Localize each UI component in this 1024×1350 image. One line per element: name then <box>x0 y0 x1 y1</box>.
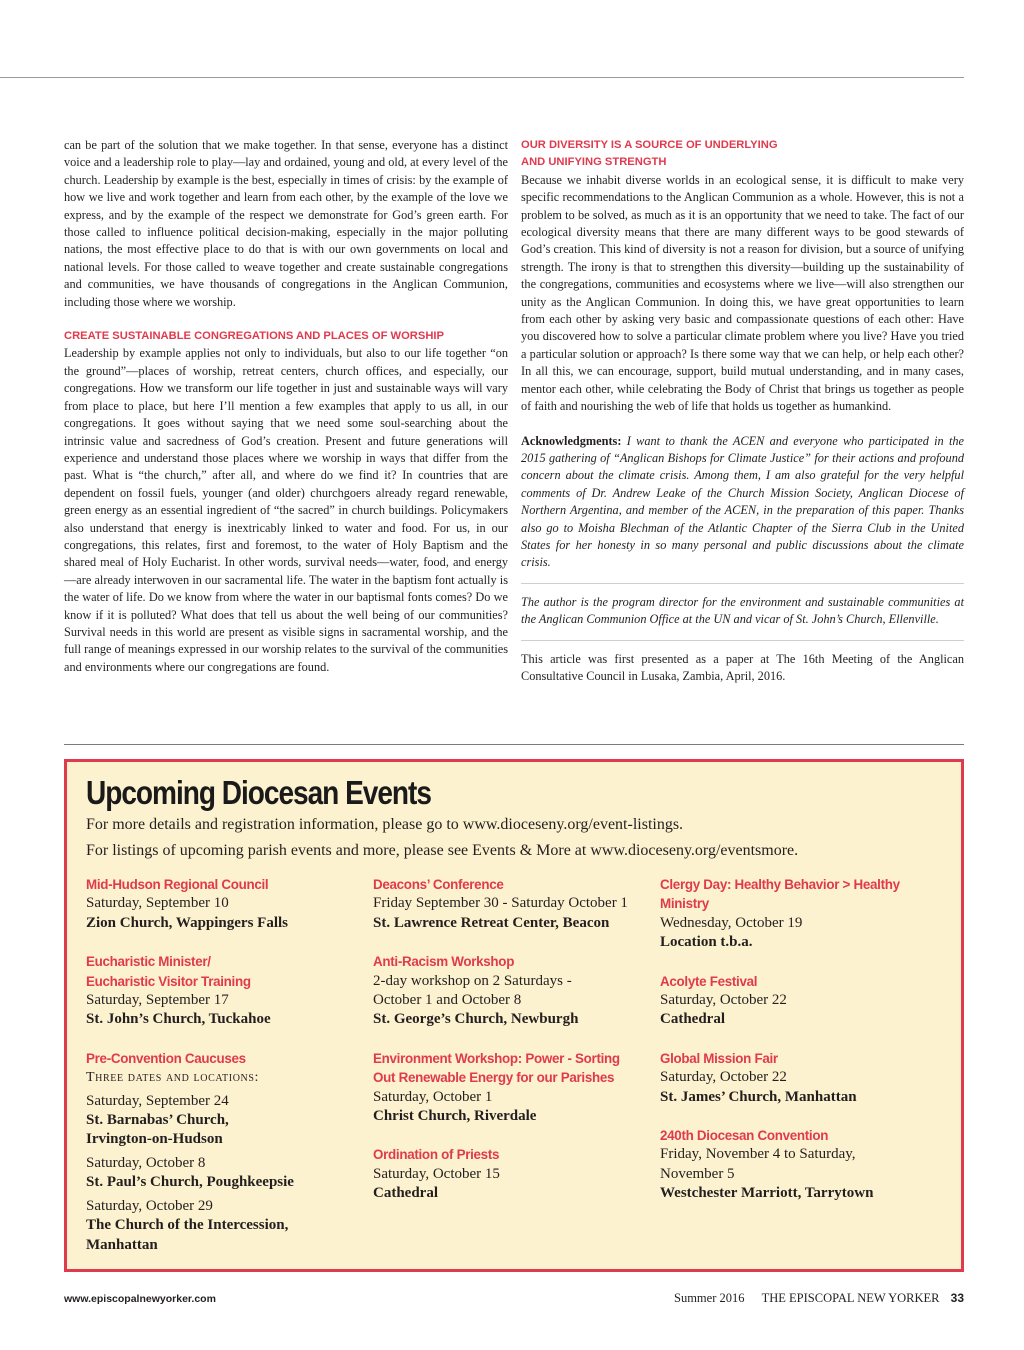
event-date: Saturday, September 24 <box>86 1092 229 1109</box>
event-date: Saturday, September 17 <box>86 992 229 1009</box>
article-right-column <box>521 137 964 685</box>
footer-website: www.episcopalnewyorker.com <box>64 1293 216 1305</box>
event-date: Saturday, October 22 <box>660 1069 787 1086</box>
section-heading-diversity-line1: OUR DIVERSITY IS A SOURCE OF UNDERLYING <box>521 139 778 151</box>
event-item <box>86 875 366 933</box>
acknowledgments-paragraph <box>521 433 964 572</box>
event-title: Mid-Hudson Regional Council <box>86 877 269 892</box>
event-location: Cathedral <box>660 1011 725 1028</box>
presented-note: This article was first presented as a paper at The 16th Meeting of the Anglican Consultative Council in Lusaka, Zambia, April, 2016. <box>521 651 964 683</box>
events-title: Upcoming Diocesan Events <box>86 774 431 811</box>
event-location: Christ Church, Riverdale <box>373 1108 537 1125</box>
event-note: Three dates and locations: <box>86 1070 259 1086</box>
sustainable-congregations-paragraph: Leadership by example applies not only to individuals, but also to our life together “on the ground”—places of worship, retreat centers, church offices, and especially, our congregations. How we transform our life together in just and sustainable ways will vary from place to place, but here I’ll mention a few examples that apply to us all, in our congregations. It goes without saying that we need some soul-searching about the intrinsic value and sacredness of God’s creation. Present and future generations will experience and understand those places where we worship in ways that differ from the past. What is “the church,” after all, and where do we find it? In countries that are dependent on fossil fuels, younger (and older) churchgoers already regard renewable, green energy as an essential ingredient of “the sacred” in church buildings. Policymakers also understand that energy is inextricably linked to water and food. For us, in our congregations, this relates, first and foremost, to the water of Holy Baptism and the shared meal of Holy Eucharist. In other words, survival needs—water, food, and energy—are already interwoven in our sacramental life. The water in the baptism font actually is the water of life. Do we know from where the water in our baptismal fonts comes? Do we know if it is polluted? What does that tell us about the well being of our communities? Survival needs in this world are present as visible signs in sacramental worship, and the full range of meanings expressed in our worship relates to the survival of the communities and environments where our congregations are found. <box>64 346 508 674</box>
event-location: Westchester Marriott, Tarrytown <box>660 1185 874 1202</box>
event-title: Eucharistic Minister/ <box>86 954 211 970</box>
author-divider <box>521 583 964 584</box>
author-note: The author is the program director for the environment and sustainable communities at the Anglican Communion Office at the UN and vicar of St. John’s Church, Ellenville. <box>521 594 964 627</box>
events-column-3 <box>660 875 940 1223</box>
article-left-column <box>64 137 508 676</box>
event-title: Deacons’ Conference <box>373 877 504 892</box>
event-title: 240th Diocesan Convention <box>660 1128 829 1144</box>
section-heading-diversity-line2: AND UNIFYING STRENGTH <box>521 156 667 169</box>
events-column-2 <box>373 875 653 1223</box>
event-item <box>373 952 653 1030</box>
acknowledgments-label: Acknowledgments: <box>521 433 622 448</box>
footer-publication: THE EPISCOPAL NEW YORKER <box>761 1291 940 1305</box>
top-divider <box>0 77 964 78</box>
event-date: Saturday, October 15 <box>373 1165 500 1182</box>
diversity-paragraph: Because we inhabit diverse worlds in an ecological sense, it is difficult to make very specific recommendations to the Anglican Communion as a whole. However, this is not a problem to be solved, as much as it is an opportunity that we need to take. The fact of our ecological diversity means that there are many different ways to be good stewards of God’s creation. This kind of diversity is not a reason for division, but a source of unifying strength. The irony is that to strengthen this diversity—building up the sustainability of the congregations, communities and ecosystems where we live—will also strengthen our unity as the Anglican Communion. In doing this, we have great opportunities to learn from each other by asking very basic and compassionate questions of each other: Have you discovered how to solve a particular climate problem where you live? Have you tried a particular solution or approach? Is there some way that we can help, or help each other? In all this, we can encourage, support, build mutual understanding, and in many cases, mentor each other, while celebrating the Body of Christ that brings us together as people of faith and nourishing the web of life that holds us together as humankind. <box>521 172 964 414</box>
acknowledgments-text: I want to thank the ACEN and everyone who participated in the 2015 gathering of “Anglican Bishops for Climate Justice” for their actions and profound concern about the climate crisis. Among them, I am also grateful for the very helpful comments of Dr. Andrew Leake of the Church Mission Society, Anglican Diocese of Northern Argentina, and member of the ACEN, in the preparation of this paper. Thanks also go to Moisha Blechman of the Atlantic Chapter of the Sierra Club in the United States for her honesty in so many personal and public discussions about the climate crisis. <box>521 433 965 570</box>
event-title: Anti-Racism Workshop <box>373 954 515 970</box>
event-item <box>373 1049 653 1127</box>
upcoming-events-box <box>64 759 964 1272</box>
event-location: St. Paul’s Church, Poughkeepsie <box>86 1174 294 1191</box>
event-location: Irvington-on-Hudson <box>86 1131 223 1148</box>
event-location: Cathedral <box>373 1185 438 1202</box>
event-date: November 5 <box>660 1165 735 1182</box>
event-date: Wednesday, October 19 <box>660 914 803 931</box>
event-date: Friday September 30 - Saturday October 1 <box>373 895 628 912</box>
event-location: St. Lawrence Retreat Center, Beacon <box>373 914 610 931</box>
event-location: St. George’s Church, Newburgh <box>373 1011 579 1028</box>
footer-issue-info <box>674 1291 964 1306</box>
event-title: Eucharistic Visitor Training <box>86 973 251 989</box>
event-location: The Church of the Intercession, <box>86 1217 289 1234</box>
events-subtitle-parish: For listings of upcoming parish events and more, please see Events & More at www.dioceseny.org/eventsmore. <box>86 842 799 859</box>
event-date: Saturday, October 22 <box>660 992 787 1009</box>
page-number: 33 <box>950 1291 964 1305</box>
events-column-1 <box>86 875 366 1274</box>
event-item <box>660 1126 940 1204</box>
intro-paragraph: can be part of the solution that we make together. In that sense, everyone has a distinct voice and a leadership role to play—lay and ordained, young and old, at every level of the church. Leadership by example is the best, especially in times of crisis: by the example of how we live and work together and learn from each other, by the example of the love we express, and by the example of the respect we demonstrate for God’s green earth. For those called to influence political decision-making, especially in the major polluting nations, the most effective place to do that is with our own governments on local and national levels. For those called to weave together and create sustainable congregations and communities, we have thousands of congregations in the Anglican Communion, including those where we worship. <box>64 138 508 309</box>
event-date: Saturday, October 1 <box>373 1088 493 1105</box>
events-subtitle-details: For more details and registration information, please go to www.dioceseny.org/event-listings. <box>86 816 684 833</box>
event-item <box>660 1049 940 1107</box>
section-heading-diversity <box>521 137 964 172</box>
event-item <box>373 875 653 933</box>
section-heading-sustainable-congregations: CREATE SUSTAINABLE CONGREGATIONS AND PLACES OF WORSHIP <box>64 330 444 343</box>
event-location: St. Barnabas’ Church, <box>86 1112 229 1129</box>
event-title: Global Mission Fair <box>660 1050 778 1066</box>
event-title: Acolyte Festival <box>660 973 758 989</box>
event-title: Ordination of Priests <box>373 1147 500 1163</box>
events-divider <box>64 744 964 745</box>
presented-divider <box>521 640 964 641</box>
event-title: Out Renewable Energy for our Parishes <box>373 1070 615 1086</box>
event-item <box>86 1049 366 1255</box>
event-location: St. James’ Church, Manhattan <box>660 1088 857 1105</box>
event-item <box>660 972 940 1030</box>
event-item <box>373 1145 653 1203</box>
event-location: Zion Church, Wappingers Falls <box>86 914 289 931</box>
footer-issue: Summer 2016 <box>674 1291 745 1305</box>
event-title: Environment Workshop: Power - Sorting <box>373 1050 620 1066</box>
event-date: Saturday, October 8 <box>86 1154 206 1171</box>
event-title: Clergy Day: Healthy Behavior > Healthy <box>660 877 900 892</box>
event-location: Location t.b.a. <box>660 934 753 951</box>
event-title: Pre-Convention Caucuses <box>86 1050 246 1066</box>
event-location: Manhattan <box>86 1236 158 1253</box>
event-date: Saturday, October 29 <box>86 1197 213 1214</box>
event-date: 2-day workshop on 2 Saturdays - <box>373 972 572 989</box>
event-date: Saturday, September 10 <box>86 895 229 912</box>
event-title: Ministry <box>660 896 709 912</box>
event-item <box>660 875 940 953</box>
event-date: Friday, November 4 to Saturday, <box>660 1146 856 1163</box>
event-date: October 1 and October 8 <box>373 992 522 1009</box>
event-item <box>86 952 366 1030</box>
event-location: St. John’s Church, Tuckahoe <box>86 1011 271 1028</box>
